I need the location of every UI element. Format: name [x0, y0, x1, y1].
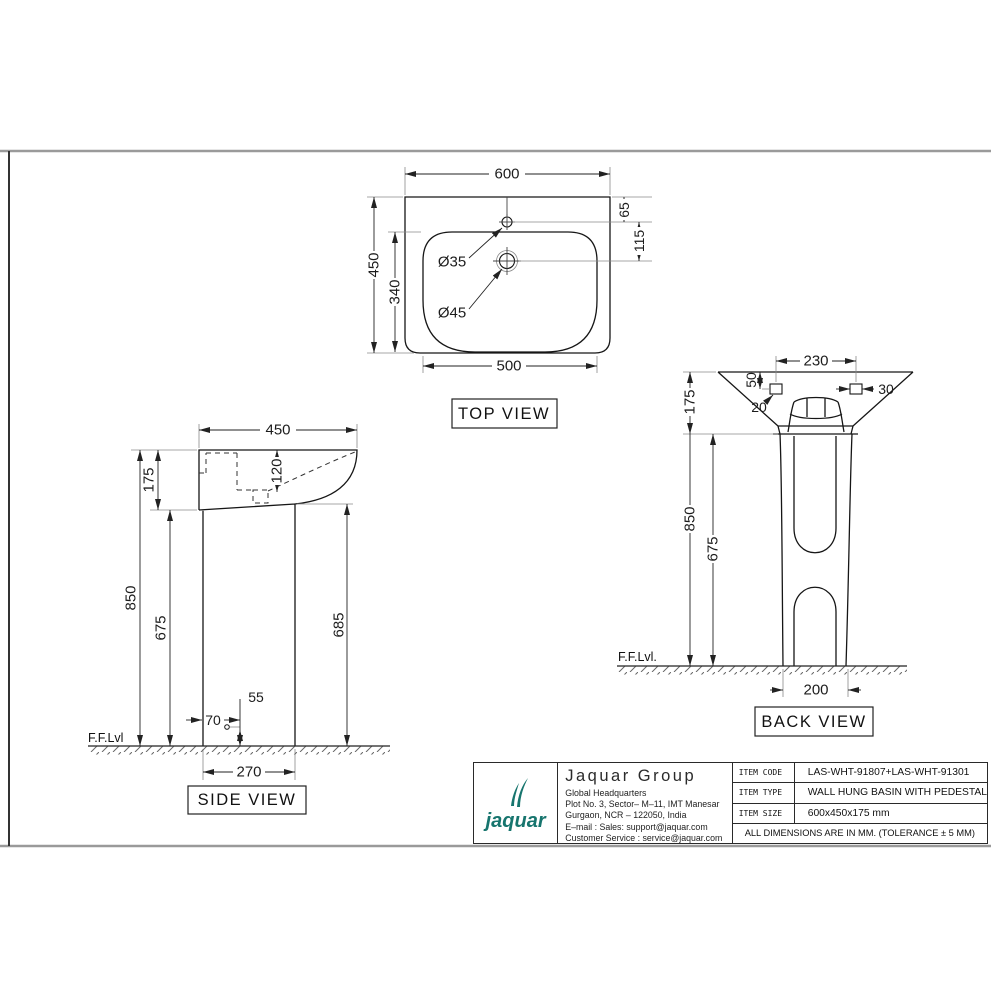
dim-fixing-hole-spacing: 230	[803, 352, 829, 370]
dim-outlet-offset: 70	[205, 712, 221, 728]
fixing-hole-left	[770, 384, 782, 394]
back-view-pedestal-cutouts	[794, 436, 836, 666]
address-line: Global Headquarters	[565, 788, 647, 798]
dim-top-width: 600	[494, 165, 520, 183]
dim-tap-hole: Ø45	[437, 304, 467, 322]
side-view-extension-lines	[131, 421, 357, 780]
dim-side-basin-height: 175	[140, 467, 158, 493]
item-type-row	[733, 783, 987, 803]
back-view-extension-lines	[683, 356, 856, 697]
address-line: E–mail : Sales: support@jaquar.com	[565, 821, 708, 832]
side-view-outlet-hole	[225, 725, 230, 730]
back-view-floor-label: F.F.Lvl.	[618, 650, 657, 664]
item-details	[733, 763, 987, 843]
sheet-frame	[0, 151, 991, 846]
back-view-label: BACK VIEW	[761, 713, 867, 731]
fixing-hole-right	[850, 384, 862, 394]
side-view-floor	[88, 746, 390, 755]
back-view-pedestal-outline	[780, 434, 852, 666]
company-info	[558, 763, 732, 843]
title-block	[473, 762, 988, 844]
side-view	[88, 422, 390, 815]
side-view-outline	[199, 450, 357, 746]
top-view	[366, 166, 653, 429]
dim-overflow-hole: Ø35	[437, 253, 467, 271]
back-view-floor	[617, 666, 907, 675]
back-view	[617, 353, 913, 737]
dim-side-bowl-depth: 120	[268, 458, 286, 484]
side-view-floor-label: F.F.Lvl	[88, 731, 124, 745]
brand-logo	[474, 763, 558, 843]
dim-side-rear-height: 685	[330, 612, 348, 638]
dim-side-overall-height: 850	[122, 585, 140, 611]
dim-bowl-depth: 340	[386, 279, 404, 305]
address-line: Plot No. 3, Sector– M–11, IMT Manesar	[565, 799, 720, 810]
item-size-label: ITEM SIZE	[733, 804, 795, 823]
tolerance-note: ALL DIMENSIONS ARE IN MM. (TOLERANCE ± 5 MM)	[744, 828, 976, 839]
side-view-label: SIDE VIEW	[197, 791, 297, 809]
top-view-bowl-outline	[423, 232, 597, 352]
dim-back-overall-height: 850	[681, 506, 699, 532]
dim-back-base-width: 200	[803, 681, 829, 699]
top-view-basin-outline	[405, 197, 610, 353]
tap-hole	[493, 247, 521, 275]
dim-side-pedestal-height: 675	[152, 615, 170, 641]
top-view-label: TOP VIEW	[457, 405, 551, 423]
item-size-value: 600x450x175 mm	[807, 807, 890, 819]
dim-fixing-hole-left: 20	[751, 399, 767, 415]
address-line: Customer Service : service@jaquar.com	[565, 832, 723, 843]
dim-back-pedestal-height: 675	[704, 536, 722, 562]
top-view-dimension-lines	[374, 174, 639, 366]
address-line: Gurgaon, NCR – 122050, India	[565, 810, 687, 821]
overflow-hole	[499, 197, 515, 230]
item-code-row	[733, 763, 987, 783]
dim-bowl-width: 500	[496, 357, 522, 375]
dim-fixing-hole-right: 30	[878, 381, 894, 397]
dim-side-base-depth: 270	[236, 763, 262, 781]
item-code-label: ITEM CODE	[733, 763, 795, 782]
item-code-value: LAS-WHT-91807+LAS-WHT-91301	[807, 767, 970, 779]
side-view-waste-outline	[253, 490, 268, 503]
back-view-drain-dome	[788, 398, 844, 433]
tolerance-note-row	[733, 824, 987, 843]
side-view-dimension-lines	[140, 430, 357, 772]
dim-fixing-hole-drop: 50	[743, 372, 759, 388]
item-type-label: ITEM TYPE	[733, 783, 795, 802]
dim-hole-offset-1: 65	[616, 202, 632, 218]
dim-outlet-height: 55	[248, 689, 264, 705]
item-size-row	[733, 804, 987, 824]
dim-hole-offset-2: 115	[631, 229, 647, 253]
item-type-value: WALL HUNG BASIN WITH PEDESTAL	[807, 787, 987, 799]
dim-back-basin-height: 175	[681, 389, 699, 415]
jaquar-flame-icon	[491, 776, 541, 812]
dim-top-depth: 450	[365, 252, 383, 278]
brand-logo-text: jaquar	[485, 810, 546, 832]
dim-side-top-width: 450	[265, 421, 291, 439]
company-name: Jaquar Group	[565, 767, 697, 785]
